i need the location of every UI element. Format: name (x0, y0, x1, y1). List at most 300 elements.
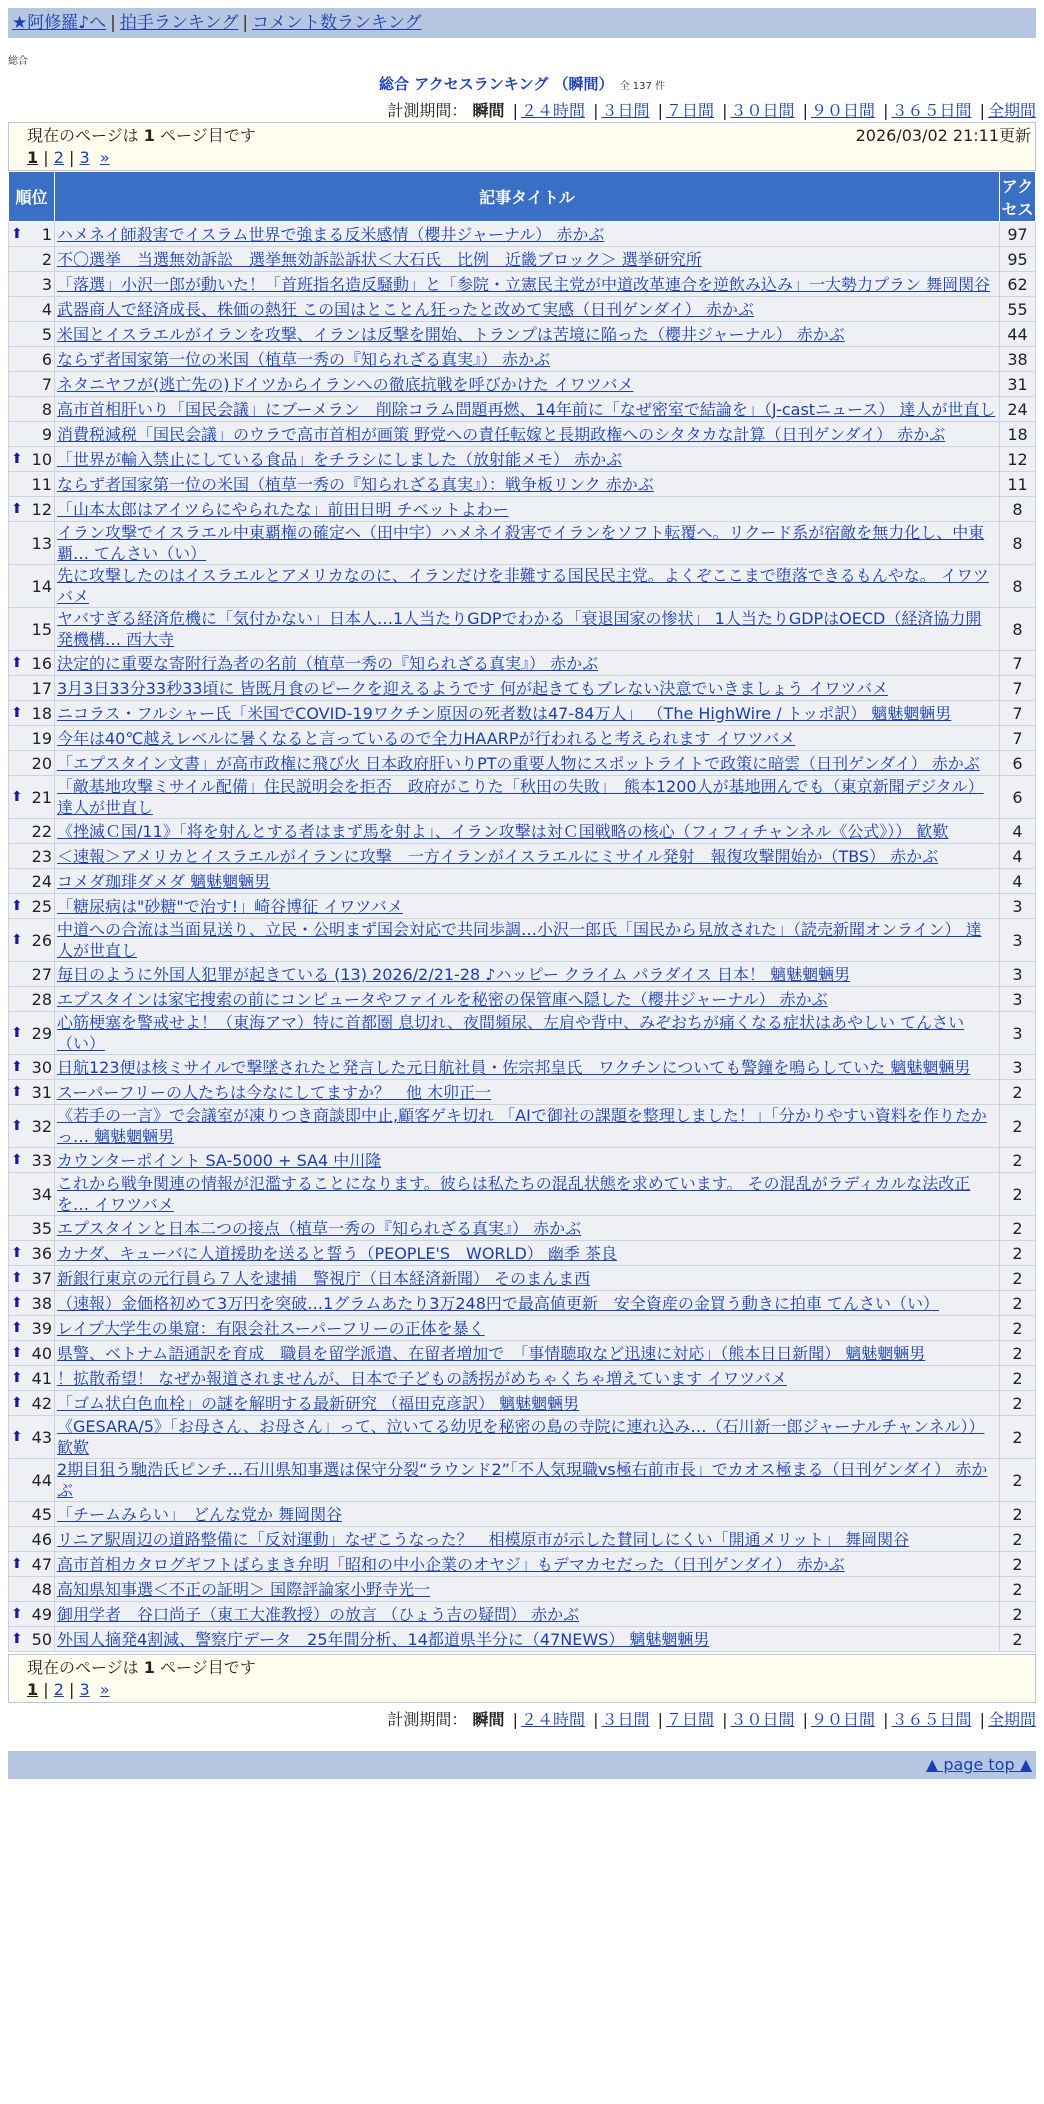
article-title-link[interactable]: 外国人摘発4割減、警察庁データ 25年間分析、14都道県半分に（47NEWS） 魑魅魍魎男 (57, 1629, 710, 1649)
table-row (9, 1341, 1036, 1366)
article-title-link[interactable]: 消費税減税「国民会議」のウラで高市首相が画策 野党への責任転嫁と長期政権へのシタタカな計算（日刊ゲンダイ） 赤かぶ (57, 424, 946, 444)
table-row (9, 372, 1036, 397)
pager-link-2[interactable]: 2 (53, 148, 64, 167)
period-link-24h[interactable]: ２４時間 (520, 101, 585, 120)
period-link-all[interactable]: 全期間 (987, 1710, 1036, 1729)
table-row (9, 1291, 1036, 1316)
period-link-3d[interactable]: ３日間 (601, 1710, 650, 1729)
rank-up-arrow-icon: ⬆ (11, 500, 23, 517)
rank-cell (9, 372, 55, 397)
article-title-link[interactable]: 御用学者 谷口尚子（東工大准教授）の放言 （ひょう吉の疑問） 赤かぶ (57, 1604, 580, 1624)
rank-number: 24 (31, 871, 52, 891)
period-label: 計測期間： (387, 1710, 468, 1729)
table-row (9, 1527, 1036, 1552)
access-count: 8 (1000, 608, 1036, 651)
rank-up-arrow-icon: ⬆ (11, 1344, 23, 1361)
article-title-link[interactable]: 《GESARA/5》「お母さん、お母さん」って、泣いてる幼児を秘密の島の寺院に連れ込み…（石川新一郎ジャーナルチャンネル）） 歓歎 (57, 1417, 985, 1457)
article-title-link[interactable]: カウンターポイント SA-5000 + SA4 中川隆 (57, 1150, 382, 1170)
title-cell (55, 1602, 1000, 1627)
title-cell (55, 247, 1000, 272)
title-cell (55, 676, 1000, 701)
access-count: 4 (1000, 819, 1036, 844)
rank-up-arrow-icon: ⬆ (11, 1630, 23, 1647)
period-link-3d[interactable]: ３日間 (601, 101, 650, 120)
footer-bar (8, 1751, 1036, 1779)
article-title-link[interactable]: ならず者国家第一位の米国（植草一秀の『知られざる真実』）：戦争板リンク 赤かぶ (57, 474, 654, 494)
article-title-link[interactable]: 「落選」小沢一郎が動いた！「首班指名造反騒動」と「参院・立憲民主党が中道改革連合を逆飲み込み」一大勢力プラン 舞岡関谷 (57, 274, 991, 294)
rank-number: 38 (31, 1293, 52, 1313)
rank-cell (9, 1627, 55, 1652)
title-cell (55, 894, 1000, 919)
current-page-number: 1 (143, 126, 155, 145)
rank-cell (9, 1552, 55, 1577)
title-cell (55, 447, 1000, 472)
rank-cell (9, 819, 55, 844)
rank-up-arrow-icon: ⬆ (11, 897, 23, 914)
category-label: 総合 (8, 56, 28, 67)
page-status-text: 現在のページは 1 ページ目です (27, 1658, 256, 1677)
pager-current: 1 (27, 1680, 39, 1699)
rank-number: 46 (31, 1529, 52, 1549)
rank-number: 9 (41, 424, 52, 444)
access-count: 55 (1000, 297, 1036, 322)
table-row (9, 272, 1036, 297)
article-title-link[interactable]: レイプ大学生の巣窟：有限会社スーパーフリーの正体を暴く (57, 1318, 485, 1338)
table-row (9, 608, 1036, 651)
title-cell (55, 962, 1000, 987)
title-cell (55, 372, 1000, 397)
access-count: 18 (1000, 422, 1036, 447)
rank-cell (9, 701, 55, 726)
title-cell (55, 497, 1000, 522)
access-count: 7 (1000, 726, 1036, 751)
rank-number: 5 (41, 324, 52, 344)
rank-cell (9, 962, 55, 987)
rank-up-arrow-icon: ⬆ (11, 1605, 23, 1622)
article-title-link[interactable]: 高市首相肝いり「国民会議」にブーメラン 削除コラム問題再燃、14年前に「なぜ密室で結論を」（J-castニュース） 達人が世直し (57, 399, 996, 419)
rank-number: 7 (41, 374, 52, 394)
access-count: 2 (1000, 1602, 1036, 1627)
article-title-link[interactable]: 「チームみらい」 どんな党か 舞岡関谷 (57, 1504, 343, 1524)
access-count: 3 (1000, 1055, 1036, 1080)
rank-number: 40 (31, 1343, 52, 1363)
rank-cell (9, 272, 55, 297)
rank-cell (9, 497, 55, 522)
rank-number: 32 (31, 1116, 52, 1136)
article-title-link[interactable]: 県警、ベトナム語通訳を育成 職員を留学派遣、在留者増加で 「事情聴取など迅速に対応」（熊本日日新聞） 魑魅魍魎男 (57, 1343, 926, 1363)
access-count: 2 (1000, 1173, 1036, 1216)
rank-cell (9, 1316, 55, 1341)
ranking-table (8, 171, 1036, 1652)
table-row (9, 1148, 1036, 1173)
rank-cell (9, 776, 55, 819)
article-title-link[interactable]: 「山本太郎はアイツらにやられたな」前田日明 チベットよわー (57, 499, 509, 519)
rank-cell (9, 1148, 55, 1173)
rank-up-arrow-icon: ⬆ (11, 1117, 23, 1134)
article-title-link[interactable]: ＜速報＞アメリカとイスラエルがイランに攻撃 一方イランがイスラエルにミサイル発射 報復攻撃開始か（TBS） 赤かぶ (57, 846, 939, 866)
period-link-30d[interactable]: ３０日間 (730, 101, 795, 120)
period-link-30d[interactable]: ３０日間 (730, 1710, 795, 1729)
access-count: 2 (1000, 1105, 1036, 1148)
table-row (9, 1080, 1036, 1105)
title-cell (55, 222, 1000, 247)
period-link-7d[interactable]: ７日間 (665, 1710, 714, 1729)
article-title-link[interactable]: 米国とイスラエルがイランを攻撃、イランは反撃を開始、トランプは苦境に陥った（櫻井ジャーナル） 赤かぶ (57, 324, 845, 344)
rank-number: 26 (31, 930, 52, 950)
rank-number: 35 (31, 1218, 52, 1238)
access-count: 97 (1000, 222, 1036, 247)
table-row (9, 1577, 1036, 1602)
rank-cell (9, 422, 55, 447)
rank-number: 3 (41, 274, 52, 294)
table-row (9, 1216, 1036, 1241)
rank-cell (9, 322, 55, 347)
table-row (9, 1627, 1036, 1652)
article-title-link[interactable]: 心筋梗塞を警戒せよ！（東海アマ）特に首都圏 息切れ、夜間頻尿、左肩や背中、みぞおちが痛くなる症状はあやしい てんさい（い） (57, 1013, 965, 1053)
rank-up-arrow-icon: ⬆ (11, 1394, 23, 1411)
rank-up-arrow-icon: ⬆ (11, 788, 23, 805)
article-title-link[interactable]: 毎日のように外国人犯罪が起きている (13) 2026/2/21-28 ♪ハッピー クライム パラダイス 日本！ 魑魅魍魎男 (57, 964, 851, 984)
article-title-link[interactable]: 新銀行東京の元行員ら７人を逮捕 警視庁（日本経済新聞） そのまんま西 (57, 1268, 591, 1288)
title-cell (55, 869, 1000, 894)
rank-cell (9, 608, 55, 651)
article-title-link[interactable]: 不〇選挙 当選無効訴訟 選挙無効訴訟訴状＜大石氏 比例 近畿ブロック＞ 選挙研究所 (57, 249, 702, 269)
table-row (9, 894, 1036, 919)
table-row (9, 347, 1036, 372)
table-row (9, 1502, 1036, 1527)
rank-number: 2 (41, 249, 52, 269)
article-title-link[interactable]: リニア駅周辺の道路整備に「反対運動」なぜこうなった？ 相模原市が示した賛同しにくい「開通メリット」 舞岡関谷 (57, 1529, 910, 1549)
access-count: 7 (1000, 676, 1036, 701)
title-cell (55, 1241, 1000, 1266)
article-title-link[interactable]: ならず者国家第一位の米国（植草一秀の『知られざる真実』） 赤かぶ (57, 349, 551, 369)
table-row (9, 1055, 1036, 1080)
article-title-link[interactable]: エプスタインと日本二つの接点（植草一秀の『知られざる真実』） 赤かぶ (57, 1218, 582, 1238)
rank-number: 18 (31, 703, 52, 723)
article-title-link[interactable]: 「ゴム状白色血栓」の謎を解明する最新研究 （福田克彦訳） 魑魅魍魎男 (57, 1393, 580, 1413)
article-title-link[interactable]: 先に攻撃したのはイスラエルとアメリカなのに、イランだけを非難する国民民主党。よくぞここまで堕落できるもんやな。 イワツバメ (57, 566, 989, 606)
top-nav-bar (8, 8, 1036, 38)
updated-timestamp: 2026/03/02 21:11更新 (855, 126, 1031, 145)
article-title-link[interactable]: 《挫滅Ｃ国/11》「将を射んとする者はまず馬を射よ」、イラン攻撃は対Ｃ国戦略の核心（フィフィチャンネル《公式》）） 歓歎 (57, 821, 949, 841)
access-count: 31 (1000, 372, 1036, 397)
table-row (9, 651, 1036, 676)
rank-number: 10 (31, 449, 52, 469)
title-cell (55, 844, 1000, 869)
title-cell (55, 776, 1000, 819)
article-title-link[interactable]: 日航123便は核ミサイルで撃墜されたと発言した元日航社員・佐宗邦皇氏 ワクチンについても警鐘を鳴らしていた 魑魅魍魎男 (57, 1057, 971, 1077)
access-count: 12 (1000, 447, 1036, 472)
rank-cell (9, 1173, 55, 1216)
article-title-link[interactable]: カナダ、キューバに人道援助を送ると誓う（PEOPLE'S WORLD） 幽季 茶良 (57, 1243, 617, 1263)
title-cell (55, 1577, 1000, 1602)
rank-number: 8 (41, 399, 52, 419)
article-title-link[interactable]: 《若手の一言》で会議室が凍りつき商談即中止,顧客ゲキ切れ 「AIで御社の課題を整理しました！」「分かりやすい資料を作りたかっ… 魑魅魍魎男 (57, 1106, 987, 1146)
title-cell (55, 1148, 1000, 1173)
pager-next[interactable]: » (99, 1680, 110, 1699)
access-count: 2 (1000, 1291, 1036, 1316)
table-row (9, 565, 1036, 608)
access-count: 2 (1000, 1341, 1036, 1366)
rank-number: 45 (31, 1504, 52, 1524)
article-title-link[interactable]: ヤバすぎる経済危機に「気付かない」日本人…1人当たりGDPでわかる「衰退国家の惨状」 1人当たりGDPはOECD（経済協力開発機構… 西大寺 (57, 609, 982, 649)
title-cell (55, 919, 1000, 962)
rank-cell (9, 1012, 55, 1055)
period-link-365d[interactable]: ３６５日間 (891, 1710, 972, 1729)
table-row (9, 819, 1036, 844)
access-count: 6 (1000, 776, 1036, 819)
table-row (9, 1173, 1036, 1216)
rank-up-arrow-icon: ⬆ (11, 1555, 23, 1572)
period-link-24h[interactable]: ２４時間 (520, 1710, 585, 1729)
rank-cell (9, 1291, 55, 1316)
title-cell (55, 1552, 1000, 1577)
rank-up-arrow-icon: ⬆ (11, 1428, 23, 1445)
title-cell (55, 1173, 1000, 1216)
pager-link-3[interactable]: 3 (79, 148, 90, 167)
table-row (9, 869, 1036, 894)
article-title-link[interactable]: 中道への合流は当面見送り、立民・公明まず国会対応で共同歩調…小沢一郎氏「国民から見放された」（読売新聞オンライン） 達人が世直し (57, 920, 982, 960)
access-count: 62 (1000, 272, 1036, 297)
rank-number: 47 (31, 1554, 52, 1574)
article-title-link[interactable]: コメダ珈琲ダメダ 魑魅魍魎男 (57, 871, 271, 891)
period-current: 瞬間 (472, 101, 505, 120)
asyura-home-link[interactable]: ★阿修羅♪へ (12, 13, 107, 33)
period-selector-top: 計測期間： 瞬間 | ２４時間 | ３日間 | ７日間 | ３０日間 | ９０日間 | ３６５日間 | 全期間 (387, 101, 1036, 120)
pager: 1 | 2 | 3 » (27, 148, 110, 167)
rank-up-arrow-icon: ⬆ (11, 1083, 23, 1100)
access-count: 2 (1000, 1502, 1036, 1527)
article-title-link[interactable]: 今年は40℃越えレベルに暑くなると言っているので全力HAARPが行われると考えられます イワツバメ (57, 728, 796, 748)
title-cell (55, 1502, 1000, 1527)
title-cell (55, 726, 1000, 751)
rank-number: 36 (31, 1243, 52, 1263)
table-row (9, 1391, 1036, 1416)
period-link-7d[interactable]: ７日間 (665, 101, 714, 120)
access-count: 8 (1000, 522, 1036, 565)
access-count: 44 (1000, 322, 1036, 347)
rank-cell (9, 869, 55, 894)
table-row (9, 844, 1036, 869)
title-cell (55, 472, 1000, 497)
page-top-link[interactable]: ▲ page top ▲ (925, 1755, 1032, 1774)
rank-cell (9, 1341, 55, 1366)
article-title-link[interactable]: 「敵基地攻撃ミサイル配備」住民説明会を拒否 政府がこりた「秋田の失敗」 熊本1200人が基地囲んでも（東京新聞デジタル） 達人が世直し (57, 777, 984, 817)
rank-cell (9, 247, 55, 272)
rank-cell (9, 522, 55, 565)
table-row (9, 1366, 1036, 1391)
title-cell (55, 347, 1000, 372)
rank-number: 22 (31, 821, 52, 841)
pager-link-3[interactable]: 3 (79, 1680, 90, 1699)
title-cell (55, 608, 1000, 651)
rank-cell (9, 1459, 55, 1502)
rank-up-arrow-icon: ⬆ (11, 1294, 23, 1311)
article-title-link[interactable]: 「糖尿病は"砂糖"で治す!」崎谷博征 イワツバメ (57, 896, 403, 916)
title-cell (55, 651, 1000, 676)
title-cell (55, 1216, 1000, 1241)
rank-number: 41 (31, 1368, 52, 1388)
article-title-link[interactable]: 高市首相カタログギフトばらまき弁明「昭和の中小企業のオヤジ」もデマカセだった（日刊ゲンダイ） 赤かぶ (57, 1554, 845, 1574)
rank-number: 44 (31, 1470, 52, 1490)
page-status-panel-top (8, 122, 1036, 171)
title-cell (55, 1459, 1000, 1502)
article-title-link[interactable]: （速報）金価格初めて3万円を突破…1グラムあたり3万248円で最高値更新 安全資産の金買う動きに拍車 てんさい（い） (57, 1293, 940, 1313)
access-count: 2 (1000, 1527, 1036, 1552)
rank-number: 20 (31, 753, 52, 773)
article-title-link[interactable]: ！拡散希望！ なぜか報道されませんが、日本で子どもの誘拐がめちゃくちゃ増えています イワツバメ (57, 1368, 787, 1388)
table-row (9, 1105, 1036, 1148)
title-cell (55, 397, 1000, 422)
access-count: 2 (1000, 1366, 1036, 1391)
page-status-text: 現在のページは 1 ページ目です (27, 126, 256, 145)
rank-number: 23 (31, 846, 52, 866)
article-title-link[interactable]: 決定的に重要な寄附行為者の名前（植草一秀の『知られざる真実』） 赤かぶ (57, 653, 599, 673)
rank-cell (9, 347, 55, 372)
period-link-365d[interactable]: ３６５日間 (891, 101, 972, 120)
table-row (9, 297, 1036, 322)
article-title-link[interactable]: ネタニヤフが(逃亡先の)ドイツからイランへの徹底抗戦を呼びかけた イワツバメ (57, 374, 634, 394)
rank-cell (9, 1502, 55, 1527)
table-row (9, 962, 1036, 987)
rank-cell (9, 651, 55, 676)
table-row (9, 726, 1036, 751)
article-title-link[interactable]: 2期目狙う馳浩氏ピンチ…石川県知事選は保守分裂“ラウンド2”「不人気現職vs極右前市長」でカオス極まる（日刊ゲンダイ） 赤かぶ (57, 1460, 988, 1500)
rank-cell (9, 1391, 55, 1416)
table-row (9, 776, 1036, 819)
total-count: 全 137 件 (619, 81, 665, 92)
rank-cell (9, 1080, 55, 1105)
title-cell (55, 751, 1000, 776)
rank-cell (9, 1241, 55, 1266)
article-title-link[interactable]: 3月3日33分33秒33頃に 皆既月食のピークを迎えるようです 何が起きてもブレない決意でいきましょう イワツバメ (57, 678, 889, 698)
access-count: 2 (1000, 1391, 1036, 1416)
access-count: 3 (1000, 1012, 1036, 1055)
title-cell (55, 1627, 1000, 1652)
rank-number: 29 (31, 1023, 52, 1043)
article-title-link[interactable]: ニコラス・フルシャー氏「米国でCOVID-19ワクチン原因の死者数は47-84万人」 （The HighWire / トッポ訳） 魑魅魍魎男 (57, 703, 952, 723)
access-count: 2 (1000, 1416, 1036, 1459)
access-count: 7 (1000, 701, 1036, 726)
table-row (9, 1602, 1036, 1627)
access-count: 4 (1000, 844, 1036, 869)
table-row (9, 1416, 1036, 1459)
rank-number: 1 (41, 224, 52, 244)
table-row (9, 701, 1036, 726)
rank-number: 33 (31, 1150, 52, 1170)
table-row (9, 1552, 1036, 1577)
rank-cell (9, 726, 55, 751)
article-title-link[interactable]: ハメネイ師殺害でイスラム世界で強まる反米感情（櫻井ジャーナル） 赤かぶ (57, 224, 605, 244)
rank-number: 16 (31, 653, 52, 673)
rank-cell (9, 1105, 55, 1148)
table-row (9, 1012, 1036, 1055)
page-status-panel-bottom (8, 1654, 1036, 1703)
period-link-90d[interactable]: ９０日間 (810, 101, 875, 120)
nav-separator: | (242, 13, 249, 33)
rank-up-arrow-icon: ⬆ (11, 704, 23, 721)
title-cell (55, 1080, 1000, 1105)
access-count: 2 (1000, 1627, 1036, 1652)
comment-ranking-link[interactable]: コメント数ランキング (252, 13, 422, 33)
pager-link-2[interactable]: 2 (53, 1680, 64, 1699)
rank-number: 19 (31, 728, 52, 748)
rank-number: 13 (31, 533, 52, 553)
rank-number: 42 (31, 1393, 52, 1413)
article-title-link[interactable]: 「世界が輸入禁止にしている食品」をチラシにしました（放射能メモ） 赤かぶ (57, 449, 623, 469)
rank-cell (9, 1602, 55, 1627)
table-row (9, 751, 1036, 776)
rank-number: 27 (31, 964, 52, 984)
title-cell (55, 1316, 1000, 1341)
table-row (9, 1266, 1036, 1291)
rank-up-arrow-icon: ⬆ (11, 1151, 23, 1168)
rank-number: 14 (31, 576, 52, 596)
rank-cell (9, 472, 55, 497)
rank-cell (9, 987, 55, 1012)
table-row (9, 522, 1036, 565)
pager-next[interactable]: » (99, 148, 110, 167)
article-title-link[interactable]: イラン攻撃でイスラエル中東覇権の確定へ（田中宇）ハメネイ殺害でイランをソフト転覆へ。リクード系が宿敵を無力化し、中東覇… てんさい（い） (57, 523, 985, 563)
period-link-90d[interactable]: ９０日間 (810, 1710, 875, 1729)
article-title-link[interactable]: エプスタインは家宅捜索の前にコンピュータやファイルを秘密の保管庫へ隠した（櫻井ジャーナル） 赤かぶ (57, 989, 828, 1009)
article-title-link[interactable]: 「エプスタイン文書」が高市政権に飛び火 日本政府肝いりPTの重要人物にスポットライトで政策に暗雲（日刊ゲンダイ） 赤かぶ (57, 753, 980, 773)
rank-number: 50 (31, 1629, 52, 1649)
table-row (9, 422, 1036, 447)
access-count: 2 (1000, 1080, 1036, 1105)
access-count: 11 (1000, 472, 1036, 497)
table-row (9, 397, 1036, 422)
title-cell (55, 1416, 1000, 1459)
table-row (9, 1459, 1036, 1502)
access-count: 2 (1000, 1266, 1036, 1291)
rank-cell (9, 1266, 55, 1291)
access-count: 4 (1000, 869, 1036, 894)
rank-number: 48 (31, 1579, 52, 1599)
access-count: 8 (1000, 497, 1036, 522)
rank-number: 25 (31, 896, 52, 916)
article-title-link[interactable]: 高知県知事選＜不正の証明＞ 国際評論家小野寺光一 (57, 1579, 431, 1599)
rank-up-arrow-icon: ⬆ (11, 1319, 23, 1336)
access-count: 3 (1000, 987, 1036, 1012)
table-row (9, 1241, 1036, 1266)
article-title-link[interactable]: 武器商人で経済成長、株価の熱狂 この国はとことん狂ったと改めて実感（日刊ゲンダイ） 赤かぶ (57, 299, 754, 319)
rank-cell (9, 1366, 55, 1391)
article-title-link[interactable]: スーパーフリーの人たちは今なにしてますか？ 他 木卯正一 (57, 1082, 492, 1102)
title-cell (55, 1012, 1000, 1055)
access-count: 3 (1000, 919, 1036, 962)
title-cell (55, 422, 1000, 447)
table-row (9, 987, 1036, 1012)
rank-up-arrow-icon: ⬆ (11, 931, 23, 948)
access-count: 2 (1000, 1577, 1036, 1602)
period-link-all[interactable]: 全期間 (987, 101, 1036, 120)
rank-cell (9, 1216, 55, 1241)
rank-number: 39 (31, 1318, 52, 1338)
applause-ranking-link[interactable]: 拍手ランキング (119, 13, 239, 33)
access-count: 3 (1000, 962, 1036, 987)
rank-number: 6 (41, 349, 52, 369)
rank-up-arrow-icon: ⬆ (11, 225, 23, 242)
rank-cell (9, 919, 55, 962)
rank-cell (9, 565, 55, 608)
rank-number: 49 (31, 1604, 52, 1624)
title-cell (55, 1105, 1000, 1148)
title-cell (55, 1291, 1000, 1316)
article-title-link[interactable]: これから戦争関連の情報が氾濫することになります。彼らは私たちの混乱状態を求めています。 その混乱がラディカルな法改正を… イワツバメ (57, 1174, 971, 1214)
table-row (9, 472, 1036, 497)
rank-cell (9, 676, 55, 701)
